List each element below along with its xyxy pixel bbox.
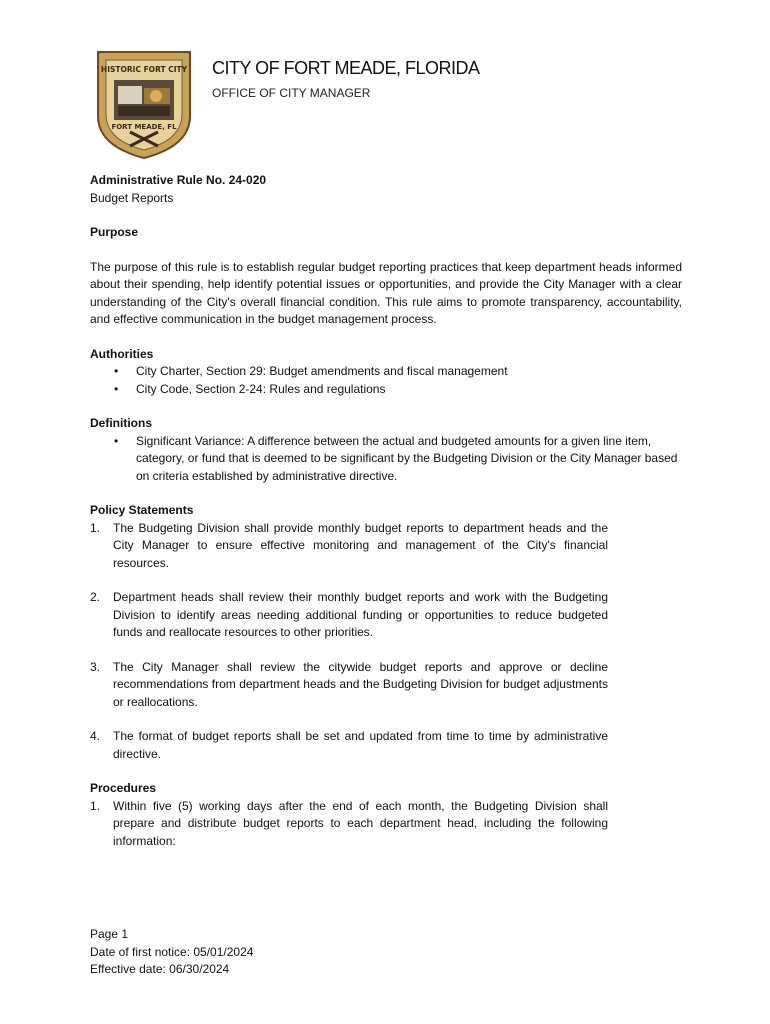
first-notice-date: Date of first notice: 05/01/2024 [90,944,254,959]
procedures-list [90,798,608,851]
item-number: 1. [90,520,101,535]
city-title: CITY OF FORT MEADE, FLORIDA [212,58,480,78]
list-item: • Significant Variance: A difference between the actual and budgeted amounts for a given line item, category, or fund that is deemed to be significant by the Budgeting Division or the City Manager based on criteria established by administrative directive. [90,433,682,486]
document-body [90,172,682,867]
purpose-heading: Purpose [90,225,139,239]
authorities-list [90,363,682,398]
letterhead [212,58,480,100]
item-text: Department heads shall review their monthly budget reports and work with the Budgeting Division to identify areas needing additional funding or opportunities to reduce budgeted funds and reallocate resources to other priorities. [113,590,608,639]
definitions-list [90,433,682,486]
list-item: • City Code, Section 2-24: Rules and regulations [90,381,682,399]
item-number: 4. [90,729,101,743]
office-name: OFFICE OF CITY MANAGER [212,86,371,100]
authorities-heading: Authorities [90,346,154,361]
city-seal-logo [90,46,198,162]
item-text: Within five (5) working days after the end of each month, the Budgeting Division shall prepare and distribute budget reports to each department head, including the following information: [113,798,608,848]
rule-number: Administrative Rule No. 24-020 [90,173,267,187]
item-text: The City Manager shall review the citywide budget reports and approve or decline recommendations from department heads and the Budgeting Division for budget adjustments or reallocations. [113,659,608,709]
item-text: The format of budget reports shall be set and updated from time to time by administrative directive. [113,729,608,761]
list-item [90,659,608,712]
item-number: 3. [90,659,101,674]
seal-top-text: HISTORIC FORT CITY [100,65,188,74]
page-footer [90,926,253,979]
procedures-heading: Procedures [90,781,157,795]
policy-list [90,520,608,764]
list-item [90,798,608,851]
definitions-heading: Definitions [90,416,152,430]
item-text: The Budgeting Division shall provide monthly budget reports to department heads and the City Manager to ensure effective monitoring and management of the City's financial resources. [113,520,608,570]
rule-subject: Budget Reports [90,190,174,205]
seal-bottom-text: FORT MEADE, FL [111,123,177,131]
policy-heading: Policy Statements [90,503,194,517]
list-item [90,589,608,642]
item-number: 1. [90,798,101,813]
list-item: • City Charter, Section 29: Budget amendments and fiscal management [90,363,682,381]
effective-date: Effective date: 06/30/2024 [90,962,230,976]
list-item [90,520,608,573]
page-number: Page 1 [90,927,129,941]
item-number: 2. [90,590,101,604]
purpose-text: The purpose of this rule is to establish regular budget reporting practices that keep department heads informed about their spending, help identify potential issues or opportunities, and provide the City Manager with a clear understanding of the City's overall financial condition. This rule aims to promote transparency, accountability, and effective communication in the budget management process. [90,259,682,326]
list-item [90,728,608,763]
